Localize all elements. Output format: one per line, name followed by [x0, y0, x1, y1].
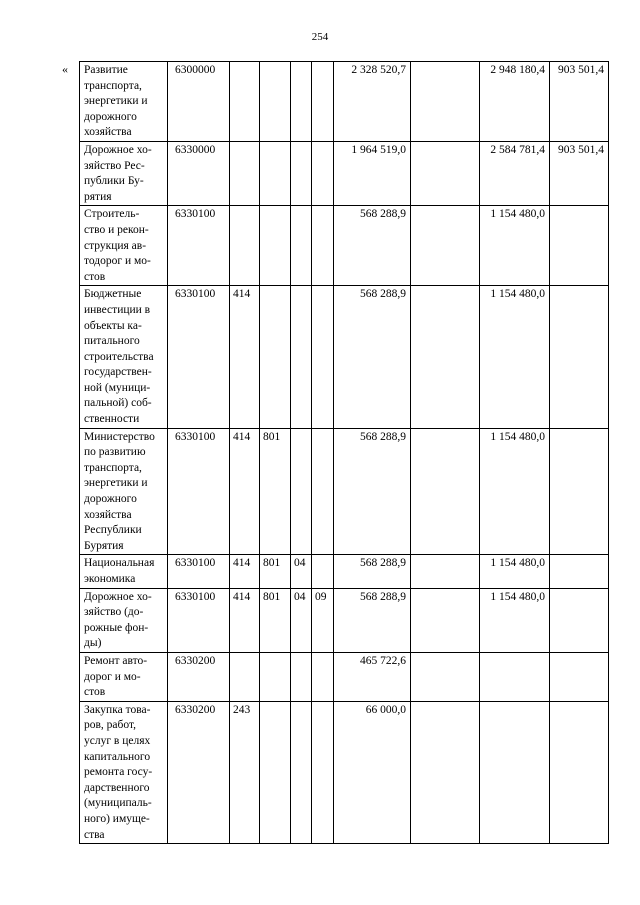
cell-expense-type: [230, 141, 260, 205]
cell-section: 04: [291, 588, 312, 652]
cell-ministry-code: [260, 141, 291, 205]
cell-ministry-code: 801: [260, 555, 291, 588]
cell-expense-type: 414: [230, 555, 260, 588]
cell-subsection: [312, 701, 334, 843]
cell-amount-3: 1 154 480,0: [480, 555, 550, 588]
cell-name: Дорожное хо- зяйство (до- рожные фон- ды): [80, 588, 168, 652]
cell-amount-4: 903 501,4: [550, 141, 609, 205]
cell-target-code: 6330100: [168, 286, 230, 428]
cell-section: [291, 206, 312, 286]
cell-amount-4: [550, 286, 609, 428]
cell-target-code: 6330200: [168, 652, 230, 701]
cell-subsection: [312, 141, 334, 205]
cell-target-code: 6330000: [168, 141, 230, 205]
table-row: [80, 701, 609, 843]
cell-amount-4: [550, 701, 609, 843]
cell-amount-4: [550, 206, 609, 286]
cell-target-code: 6330200: [168, 701, 230, 843]
cell-subsection: [312, 555, 334, 588]
cell-amount-1: 568 288,9: [334, 555, 411, 588]
cell-amount-3: 1 154 480,0: [480, 428, 550, 555]
cell-ministry-code: [260, 286, 291, 428]
cell-amount-3: 1 154 480,0: [480, 588, 550, 652]
cell-amount-2: [411, 286, 480, 428]
cell-subsection: [312, 652, 334, 701]
cell-target-code: 6330100: [168, 588, 230, 652]
cell-amount-2: [411, 555, 480, 588]
table-row: [80, 286, 609, 428]
cell-subsection: 09: [312, 588, 334, 652]
cell-section: [291, 141, 312, 205]
cell-section: [291, 701, 312, 843]
cell-amount-2: [411, 428, 480, 555]
cell-name: Министерство по развитию транспорта, энергетики и дорожного хозяйства Республики Бурятия: [80, 428, 168, 555]
table-row: [80, 62, 609, 142]
cell-subsection: [312, 62, 334, 142]
cell-expense-type: 414: [230, 428, 260, 555]
cell-expense-type: 414: [230, 286, 260, 428]
cell-target-code: 6330100: [168, 428, 230, 555]
cell-ministry-code: 801: [260, 588, 291, 652]
cell-name: Закупка това- ров, работ, услуг в целях капитального ремонта госу- дарственного (муниципаль- ного) имуще- ства: [80, 701, 168, 843]
cell-target-code: 6330100: [168, 555, 230, 588]
cell-ministry-code: [260, 62, 291, 142]
cell-expense-type: [230, 652, 260, 701]
cell-ministry-code: [260, 701, 291, 843]
cell-section: [291, 652, 312, 701]
cell-subsection: [312, 206, 334, 286]
cell-amount-3: 2 948 180,4: [480, 62, 550, 142]
table-body: [80, 62, 609, 844]
cell-name: Бюджетные инвестиции в объекты ка- питального строительства государствен- ной (муници- пальной) соб- ственности: [80, 286, 168, 428]
table-row: [80, 555, 609, 588]
table-row: [80, 141, 609, 205]
cell-target-code: 6330100: [168, 206, 230, 286]
table-row: [80, 652, 609, 701]
cell-amount-2: [411, 588, 480, 652]
cell-amount-4: [550, 588, 609, 652]
cell-expense-type: 414: [230, 588, 260, 652]
cell-name: Дорожное хо- зяйство Рес- публики Бу- рятия: [80, 141, 168, 205]
cell-target-code: 6300000: [168, 62, 230, 142]
cell-expense-type: 243: [230, 701, 260, 843]
cell-amount-2: [411, 206, 480, 286]
cell-amount-4: [550, 428, 609, 555]
cell-amount-1: 1 964 519,0: [334, 141, 411, 205]
cell-amount-1: 465 722,6: [334, 652, 411, 701]
page-number: 254: [311, 31, 329, 43]
cell-section: [291, 62, 312, 142]
cell-ministry-code: [260, 206, 291, 286]
cell-amount-1: 568 288,9: [334, 206, 411, 286]
table-row: [80, 588, 609, 652]
table-row: [80, 206, 609, 286]
table-row: [80, 428, 609, 555]
cell-name: Национальная экономика: [80, 555, 168, 588]
budget-table: [79, 61, 609, 844]
cell-amount-2: [411, 652, 480, 701]
cell-section: [291, 428, 312, 555]
cell-amount-1: 568 288,9: [334, 428, 411, 555]
cell-name: Развитие транспорта, энергетики и дорожного хозяйства: [80, 62, 168, 142]
cell-amount-3: 2 584 781,4: [480, 141, 550, 205]
cell-ministry-code: [260, 652, 291, 701]
cell-subsection: [312, 428, 334, 555]
cell-amount-1: 568 288,9: [334, 286, 411, 428]
cell-subsection: [312, 286, 334, 428]
cell-amount-3: 1 154 480,0: [480, 286, 550, 428]
cell-amount-4: [550, 652, 609, 701]
cell-section: [291, 286, 312, 428]
cell-name: Ремонт авто- дорог и мо- стов: [80, 652, 168, 701]
cell-ministry-code: 801: [260, 428, 291, 555]
cell-amount-2: [411, 62, 480, 142]
cell-name: Строитель- ство и рекон- струкция ав- тодорог и мо- стов: [80, 206, 168, 286]
cell-amount-1: 66 000,0: [334, 701, 411, 843]
cell-amount-3: 1 154 480,0: [480, 206, 550, 286]
cell-amount-4: [550, 555, 609, 588]
cell-amount-1: 2 328 520,7: [334, 62, 411, 142]
cell-expense-type: [230, 62, 260, 142]
cell-amount-3: [480, 652, 550, 701]
cell-amount-3: [480, 701, 550, 843]
cell-expense-type: [230, 206, 260, 286]
opening-quote-mark: «: [62, 62, 68, 76]
cell-amount-2: [411, 141, 480, 205]
cell-amount-2: [411, 701, 480, 843]
cell-section: 04: [291, 555, 312, 588]
cell-amount-4: 903 501,4: [550, 62, 609, 142]
cell-amount-1: 568 288,9: [334, 588, 411, 652]
